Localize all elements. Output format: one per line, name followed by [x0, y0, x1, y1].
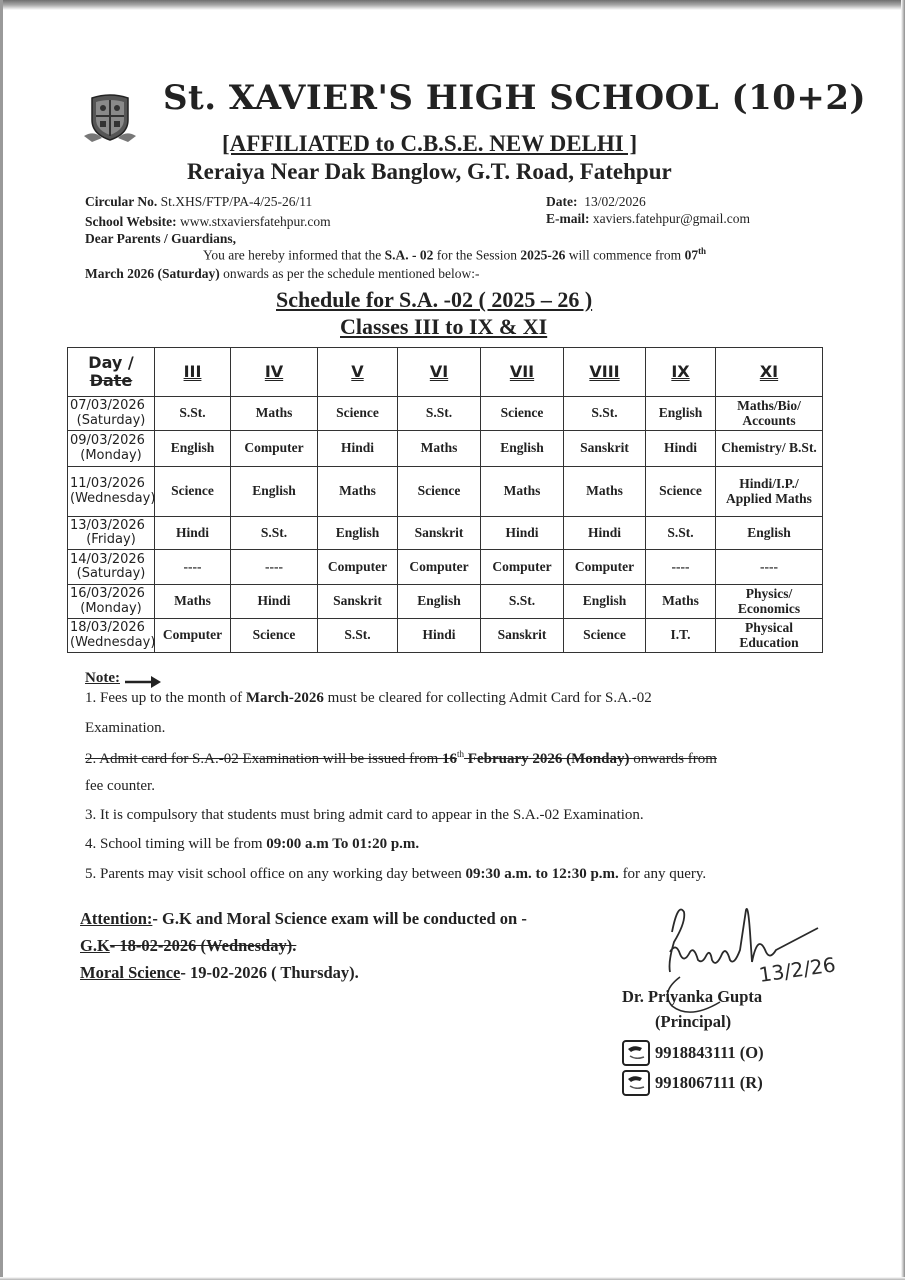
- phone-icon: [622, 1040, 650, 1066]
- date-cell: 09/03/2026 (Monday): [68, 431, 155, 467]
- date-cell: 07/03/2026 (Saturday): [68, 397, 155, 431]
- intro-paragraph: You are hereby informed that the S.A. - 02 for the Session 2025-26 will commence from 07th March 2026 (Saturday) onwards as per the schedule mentioned below:-: [85, 246, 707, 281]
- header-class: III: [155, 348, 231, 397]
- subject-cell: Sanskrit: [318, 585, 398, 619]
- subject-cell: Computer: [398, 550, 481, 585]
- residence-phone: [622, 1070, 763, 1096]
- subject-cell: English: [318, 517, 398, 550]
- principal-name: Dr. Priyanka Gupta: [622, 987, 763, 1006]
- subject-cell: English: [481, 431, 564, 467]
- circular-number: Circular No. St.XHS/FTP/PA-4/25-26/11: [85, 194, 313, 209]
- attention-line: Attention:- G.K and Moral Science exam will be conducted on -: [80, 909, 527, 928]
- date-cell: 18/03/2026 (Wednesday): [68, 619, 155, 653]
- subject-cell: Maths: [398, 431, 481, 467]
- circular-date: Date: 13/02/2026: [546, 194, 646, 209]
- subject-cell: Hindi: [231, 585, 318, 619]
- date-cell: 13/03/2026 (Friday): [68, 517, 155, 550]
- subject-cell: English: [564, 585, 646, 619]
- subject-cell: Hindi: [318, 431, 398, 467]
- subject-cell: Hindi/I.P./ Applied Maths: [716, 467, 823, 517]
- subject-cell: Sanskrit: [564, 431, 646, 467]
- header-class: VIII: [564, 348, 646, 397]
- subject-cell: Maths: [481, 467, 564, 517]
- subject-cell: Science: [318, 397, 398, 431]
- schedule-title: Schedule for S.A. -02 ( 2025 – 26 ): [276, 287, 593, 312]
- note-1: 1. Fees up to the month of March-2026 must be cleared for collecting Admit Card for S.A.-02: [85, 690, 652, 706]
- table-row: [68, 517, 823, 550]
- page-edge-left: [0, 0, 3, 1280]
- table-row: [68, 431, 823, 467]
- note-label: Note:: [85, 670, 120, 686]
- page-edge-shadow: [0, 0, 905, 10]
- right-arrow-icon: [123, 675, 163, 689]
- exam-schedule-table: [67, 347, 823, 653]
- date-cell: 16/03/2026 (Monday): [68, 585, 155, 619]
- table-row: [68, 467, 823, 517]
- table-row: [68, 550, 823, 585]
- subject-cell: S.St.: [398, 397, 481, 431]
- subject-cell: S.St.: [564, 397, 646, 431]
- note-2: 2. Admit card for S.A.-02 Examination will be issued from 16th February 2026 (Monday) onwards from: [85, 749, 717, 767]
- subject-cell: I.T.: [646, 619, 716, 653]
- header-class: IV: [231, 348, 318, 397]
- subject-cell: ----: [646, 550, 716, 585]
- subject-cell: Physical Education: [716, 619, 823, 653]
- subject-cell: English: [646, 397, 716, 431]
- subject-cell: Science: [155, 467, 231, 517]
- subject-cell: Maths: [646, 585, 716, 619]
- schedule-subtitle: Classes III to IX & XI: [340, 314, 548, 339]
- note-2-continued: fee counter.: [85, 778, 155, 794]
- affiliation-line: [AFFILIATED to C.B.S.E. NEW DELHI ]: [222, 131, 638, 156]
- table-row: [68, 397, 823, 431]
- subject-cell: Hindi: [481, 517, 564, 550]
- subject-cell: Science: [231, 619, 318, 653]
- header-class: IX: [646, 348, 716, 397]
- header-class: VII: [481, 348, 564, 397]
- subject-cell: Computer: [481, 550, 564, 585]
- subject-cell: Physics/ Economics: [716, 585, 823, 619]
- subject-cell: ----: [716, 550, 823, 585]
- subject-cell: Science: [564, 619, 646, 653]
- note-1-continued: Examination.: [85, 720, 166, 736]
- subject-cell: S.St.: [155, 397, 231, 431]
- email-link[interactable]: xaviers.fatehpur@gmail.com: [592, 211, 751, 226]
- moral-science-exam-line: Moral Science- 19-02-2026 ( Thursday).: [80, 963, 359, 982]
- subject-cell: Maths: [564, 467, 646, 517]
- subject-cell: S.St.: [481, 585, 564, 619]
- office-phone-number[interactable]: 9918843111 (O): [655, 1043, 764, 1062]
- subject-cell: Computer: [318, 550, 398, 585]
- header-class: VI: [398, 348, 481, 397]
- subject-cell: Sanskrit: [398, 517, 481, 550]
- header-day-date: Day / Date: [68, 348, 155, 397]
- page-edge-right: [901, 0, 905, 1280]
- subject-cell: Chemistry/ B.St.: [716, 431, 823, 467]
- note-5: 5. Parents may visit school office on any working day between 09:30 a.m. to 12:30 p.m. for any query.: [85, 866, 707, 882]
- header-class: XI: [716, 348, 823, 397]
- subject-cell: ----: [231, 550, 318, 585]
- attention-block: [80, 905, 527, 986]
- subject-cell: English: [155, 431, 231, 467]
- subject-cell: Maths/Bio/ Accounts: [716, 397, 823, 431]
- subject-cell: Science: [646, 467, 716, 517]
- school-address: Reraiya Near Dak Banglow, G.T. Road, Fatehpur: [187, 159, 672, 184]
- school-email: E-mail: xaviers.fatehpur@gmail.com: [546, 211, 751, 226]
- date-cell: 11/03/2026 (Wednesday): [68, 467, 155, 517]
- subject-cell: Hindi: [646, 431, 716, 467]
- date-cell: 14/03/2026 (Saturday): [68, 550, 155, 585]
- note-4: 4. School timing will be from 09:00 a.m To 01:20 p.m.: [85, 836, 420, 852]
- subject-cell: S.St.: [318, 619, 398, 653]
- subject-cell: English: [231, 467, 318, 517]
- subject-cell: S.St.: [646, 517, 716, 550]
- table-header-row: [68, 348, 823, 397]
- subject-cell: Sanskrit: [481, 619, 564, 653]
- subject-cell: Maths: [155, 585, 231, 619]
- residence-phone-number[interactable]: 9918067111 (R): [655, 1073, 763, 1092]
- school-name: St. XAVIER'S HIGH SCHOOL (10+2): [163, 78, 867, 118]
- table-row: [68, 585, 823, 619]
- subject-cell: Maths: [318, 467, 398, 517]
- subject-cell: English: [716, 517, 823, 550]
- school-website: School Website: www.stxaviersfatehpur.com: [85, 214, 331, 229]
- principal-title: (Principal): [655, 1012, 732, 1031]
- salutation: Dear Parents / Guardians,: [85, 231, 237, 246]
- subject-cell: ----: [155, 550, 231, 585]
- subject-cell: Science: [398, 467, 481, 517]
- note-3: 3. It is compulsory that students must bring admit card to appear in the S.A.-02 Examination.: [85, 807, 644, 823]
- website-link[interactable]: www.stxaviersfatehpur.com: [180, 214, 331, 229]
- gk-exam-line: G.K- 18-02-2026 (Wednesday).: [80, 936, 297, 955]
- svg-text:13/2/26: 13/2/26: [757, 952, 838, 987]
- subject-cell: Computer: [564, 550, 646, 585]
- header-class: V: [318, 348, 398, 397]
- subject-cell: Science: [481, 397, 564, 431]
- phone-icon: [622, 1070, 650, 1096]
- subject-cell: Computer: [155, 619, 231, 653]
- school-crest-icon: [84, 92, 136, 144]
- subject-cell: Computer: [231, 431, 318, 467]
- subject-cell: Hindi: [398, 619, 481, 653]
- table-row: [68, 619, 823, 653]
- subject-cell: Hindi: [155, 517, 231, 550]
- subject-cell: S.St.: [231, 517, 318, 550]
- subject-cell: Hindi: [564, 517, 646, 550]
- subject-cell: Maths: [231, 397, 318, 431]
- office-phone: [622, 1040, 764, 1066]
- subject-cell: English: [398, 585, 481, 619]
